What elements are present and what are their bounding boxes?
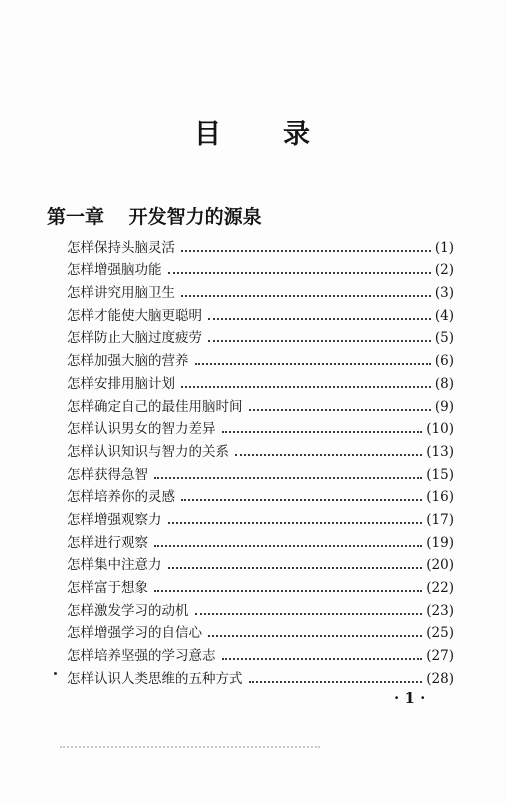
- toc-entry-label: 怎样获得急智: [67, 466, 148, 483]
- toc-entry: [67, 642, 454, 665]
- toc-entry-page: (13): [426, 443, 454, 460]
- toc-entry-page: (23): [426, 602, 454, 619]
- toc-entry: [67, 393, 454, 416]
- toc-entry-page: (19): [426, 534, 454, 551]
- toc-entry-label: 怎样才能使大脑更聪明: [67, 307, 202, 324]
- page-title: [0, 118, 506, 152]
- toc-leader-dots: [195, 363, 431, 365]
- toc-leader-dots: [208, 340, 431, 342]
- toc-leader-dots: [249, 681, 423, 683]
- toc-entry-page: (9): [434, 398, 454, 415]
- toc-entry: [67, 597, 454, 620]
- toc-leader-dots: [154, 545, 422, 547]
- toc-entry-label: 怎样增强脑功能: [67, 262, 162, 279]
- toc-leader-dots: [168, 272, 431, 274]
- toc-entry: [67, 325, 454, 348]
- toc-entry-label: 怎样富于想象: [67, 580, 148, 596]
- print-speck: [54, 672, 57, 675]
- chapter-number: 第一章: [47, 206, 105, 228]
- toc-entry-page: (5): [434, 330, 454, 347]
- toc-entry-label: 怎样认识人类思维的五种方式: [67, 670, 243, 687]
- toc-entry-label: 怎样安排用脑计划: [67, 375, 175, 392]
- toc-entry: [67, 257, 454, 280]
- toc-entry: [67, 461, 454, 484]
- toc-entry-label: 怎样增强观察力: [67, 511, 162, 528]
- toc-entry-page: (3): [434, 285, 454, 302]
- toc-entry: [67, 416, 454, 439]
- toc-leader-dots: [154, 477, 422, 479]
- toc-entry: [67, 620, 454, 643]
- chapter-name: 开发智力的源泉: [128, 206, 262, 228]
- toc-entry: [67, 506, 454, 529]
- toc-entry-page: (22): [426, 580, 454, 596]
- toc-entry-page: (16): [426, 489, 454, 506]
- toc-entry-page: (20): [426, 557, 454, 574]
- chapter-heading: [47, 204, 262, 230]
- toc-entry-page: (15): [426, 466, 454, 483]
- toc-entry-page: (6): [434, 353, 454, 370]
- toc-entry: [67, 370, 454, 393]
- toc-entry-label: 怎样认识知识与智力的关系: [67, 443, 229, 460]
- toc-leader-dots: [168, 522, 423, 524]
- toc-leader-dots: [208, 635, 422, 637]
- toc-entry-page: (27): [426, 648, 454, 665]
- page-title-part1: 目: [194, 119, 221, 150]
- toc-entry-label: 怎样确定自己的最佳用脑时间: [67, 398, 243, 415]
- toc-leader-dots: [181, 295, 431, 297]
- toc-entry-page: (8): [434, 375, 454, 392]
- toc-leader-dots: [235, 454, 422, 456]
- toc-leader-dots: [208, 318, 431, 320]
- toc-entry-label: 怎样增强学习的自信心: [67, 625, 202, 642]
- toc-leader-dots: [168, 567, 423, 569]
- toc-entry-page: (28): [426, 670, 454, 687]
- page-number: · 1 ·: [394, 689, 426, 707]
- toc-entry-page: (17): [426, 511, 454, 528]
- toc-leader-dots: [181, 499, 422, 501]
- toc-entry-label: 怎样保持头脑灵活: [67, 239, 175, 256]
- toc-entry-label: 怎样防止大脑过度疲劳: [67, 330, 202, 347]
- toc-entry-label: 怎样加强大脑的营养: [67, 353, 189, 370]
- toc-entry-page: (1): [434, 239, 454, 256]
- toc-entry: [67, 347, 454, 370]
- toc-entry: [67, 302, 454, 325]
- toc-entry-page: (25): [426, 625, 454, 642]
- toc-entry: [67, 552, 454, 575]
- toc-list: [67, 234, 454, 688]
- toc-entry: [67, 574, 454, 597]
- toc-entry-label: 怎样培养坚强的学习意志: [67, 648, 216, 665]
- toc-leader-dots: [181, 250, 431, 252]
- toc-entry: [67, 438, 454, 461]
- toc-leader-dots: [249, 409, 431, 411]
- page-title-part2: 录: [283, 119, 310, 150]
- toc-entry-label: 怎样培养你的灵感: [67, 489, 175, 506]
- toc-entry-page: (10): [426, 421, 454, 438]
- toc-leader-dots: [222, 658, 423, 660]
- toc-entry-page: (4): [434, 307, 454, 324]
- toc-entry: [67, 279, 454, 302]
- toc-entry-label: 怎样进行观察: [67, 534, 148, 551]
- toc-leader-dots: [181, 386, 431, 388]
- toc-leader-dots: [222, 431, 423, 433]
- toc-leader-dots: [154, 590, 422, 592]
- toc-entry-label: 怎样讲究用脑卫生: [67, 285, 175, 302]
- toc-entry-label: 怎样认识男女的智力差异: [67, 421, 216, 438]
- toc-entry: [67, 529, 454, 552]
- toc-leader-dots: [195, 613, 423, 615]
- toc-entry-page: (2): [434, 262, 454, 279]
- toc-entry-label: 怎样激发学习的动机: [67, 602, 189, 619]
- toc-entry: [67, 665, 454, 688]
- toc-entry: [67, 234, 454, 257]
- bleed-through-marks: [60, 744, 320, 748]
- toc-entry-label: 怎样集中注意力: [67, 557, 162, 574]
- toc-entry: [67, 484, 454, 507]
